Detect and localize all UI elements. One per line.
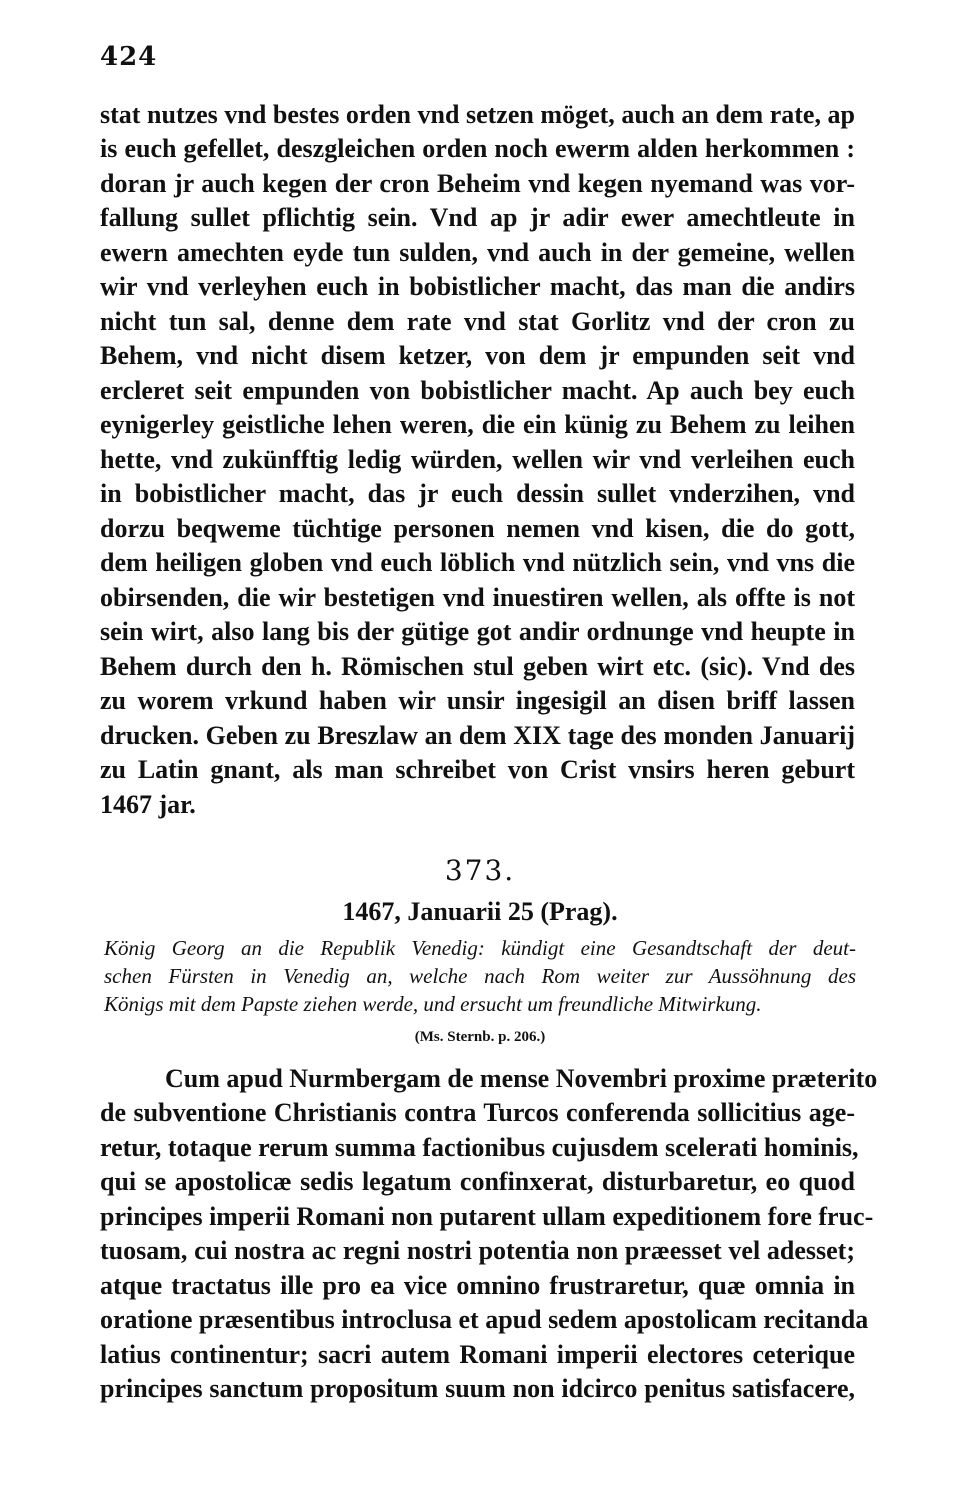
page-number: 424 [100, 42, 158, 72]
document-date: 1467, Januarii 25 (Prag). [342, 897, 618, 926]
text-line: atque tractatus ille pro ea vice omnino frustraretur, quæ omnia in [100, 1271, 855, 1300]
text-line: stat nutzes vnd bestes orden vnd setzen möget, auch an dem rate, ap [100, 100, 855, 129]
text-line: retur, totaque rerum summa factionibus cujusdem scelerati hominis, [100, 1133, 859, 1162]
source-reference: (Ms. Sternb. p. 206.) [414, 1029, 546, 1045]
text-line: 1467 jar. [100, 790, 196, 819]
text-line: ewern amechten eyde tun sulden, vnd auch in der gemeine, wellen [100, 238, 855, 267]
text-line: Behem durch den h. Römischen stul geben wirt etc. (sic). Vnd des [100, 652, 855, 681]
text-line: latius continentur; sacri autem Romani imperii electores ceterique [100, 1340, 855, 1369]
text-line: wir vnd verleyhen euch in bobistlicher macht, das man die andirs [100, 272, 855, 301]
text-line: drucken. Geben zu Breszlaw an dem XIX tage des monden Januarij [100, 721, 855, 750]
document-number: 373. [444, 854, 516, 887]
text-line: principes sanctum propositum suum non idcirco penitus satisfacere, [100, 1374, 855, 1403]
text-line: hette, vnd zukünfftig ledig würden, wellen wir vnd verleihen euch [100, 445, 855, 474]
text-line: in bobistlicher macht, das jr euch dessin sullet vnderzihen, vnd [100, 479, 855, 508]
text-line: eynigerley geistliche lehen weren, die ein künig zu Behem zu leihen [100, 410, 855, 439]
summary-line: König Georg an die Republik Venedig: kündigt eine Gesandtschaft der deut- [104, 936, 856, 960]
text-line: Behem, vnd nicht disem ketzer, von dem jr empunden seit vnd [100, 341, 855, 370]
summary-line: schen Fürsten in Venedig an, welche nach Rom weiter zur Aussöhnung des [104, 964, 856, 988]
text-line: obirsenden, die wir bestetigen vnd inuestiren wellen, als offte is not [100, 583, 855, 612]
text-line: doran jr auch kegen der cron Beheim vnd kegen nyemand was vor- [100, 169, 855, 198]
text-line: de subventione Christianis contra Turcos conferenda sollicitius age- [100, 1098, 855, 1127]
text-line: is euch gefellet, deszgleichen orden noch ewerm alden herkommen : [100, 134, 855, 163]
text-line: zu worem vrkund haben wir unsir ingesigil an disen briff lassen [100, 686, 855, 715]
text-line: nicht tun sal, denne dem rate vnd stat Gorlitz vnd der cron zu [100, 307, 855, 336]
text-line: sein wirt, also lang bis der gütige got andir ordnunge vnd heupte in [100, 617, 855, 646]
text-line: principes imperii Romani non putarent ullam expeditionem fore fruc- [100, 1202, 874, 1231]
text-line: qui se apostolicæ sedis legatum confinxerat, disturbaretur, eo quod [100, 1167, 855, 1196]
text-line: oratione præsentibus introclusa et apud sedem apostolicam recitanda [100, 1305, 869, 1334]
text-line: ercleret seit empunden von bobistlicher macht. Ap auch bey euch [100, 376, 855, 405]
text-line: dem heiligen globen vnd euch löblich vnd nützlich sein, vnd vns die [100, 548, 855, 577]
text-line: zu Latin gnant, als man schreibet von Crist vnsirs heren geburt [100, 755, 855, 784]
text-line: dorzu beqweme tüchtige personen nemen vnd kisen, die do gott, [100, 514, 855, 543]
text-line: tuosam, cui nostra ac regni nostri potentia non præesset vel adesset; [100, 1236, 855, 1265]
summary-line: Königs mit dem Papste ziehen werde, und ersucht um freundliche Mitwirkung. [104, 992, 762, 1016]
text-line: fallung sullet pflichtig sein. Vnd ap jr adir ewer amechtleute in [100, 203, 855, 232]
text-line: Cum apud Nurmbergam de mense Novembri proxime præterito [165, 1064, 878, 1093]
